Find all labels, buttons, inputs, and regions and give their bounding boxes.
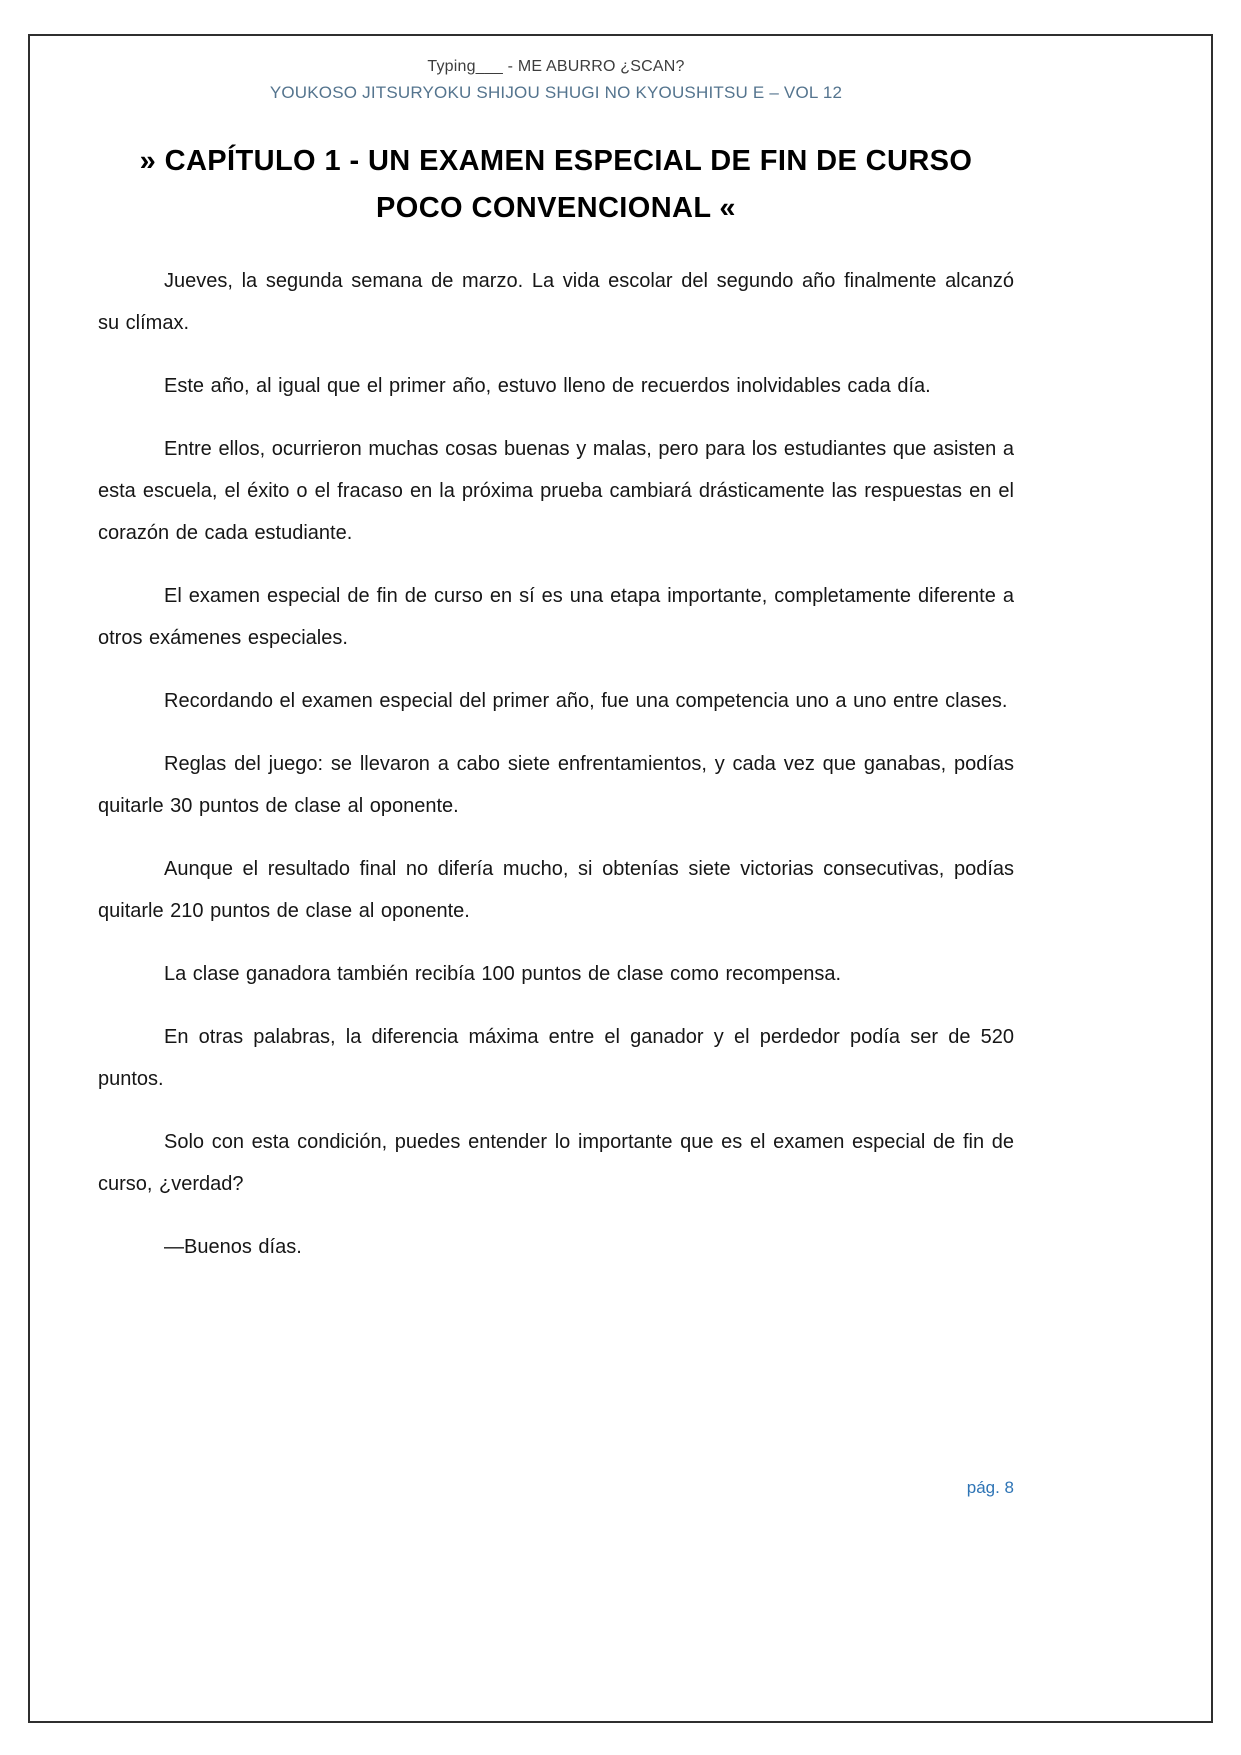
chapter-title-line-1: » CAPÍTULO 1 - UN EXAMEN ESPECIAL DE FIN DE CURSO [139, 145, 973, 177]
chapter-title-line-2: POCO CONVENCIONAL « [376, 192, 736, 224]
paragraph: En otras palabras, la diferencia máxima entre el ganador y el perdedor podía ser de 520 puntos. [98, 1026, 1014, 1090]
paragraph: Jueves, la segunda semana de marzo. La vida escolar del segundo año finalmente alcanzó su clímax. [98, 270, 1014, 334]
paragraph: Recordando el examen especial del primer año, fue una competencia uno a uno entre clases. [164, 690, 1008, 712]
paragraph: Solo con esta condición, puedes entender lo importante que es el examen especial de fin de curso, ¿verdad? [98, 1131, 1014, 1195]
paragraph: Aunque el resultado final no difería mucho, si obtenías siete victorias consecutivas, podías quitarle 210 puntos de clase al oponente. [98, 858, 1014, 922]
paragraph: Reglas del juego: se llevaron a cabo siete enfrentamientos, y cada vez que ganabas, podías quitarle 30 puntos de clase al oponente. [98, 753, 1014, 817]
paragraph: La clase ganadora también recibía 100 puntos de clase como recompensa. [164, 963, 842, 985]
chapter-body [98, 260, 1014, 1268]
paragraph: Entre ellos, ocurrieron muchas cosas buenas y malas, pero para los estudiantes que asisten a esta escuela, el éxito o el fracaso en la próxima prueba cambiará drásticamente las respuestas en el corazón de cada estudiante. [98, 438, 1014, 544]
page-number: pág. 8 [966, 1478, 1014, 1497]
paragraph: El examen especial de fin de curso en sí es una etapa importante, completamente diferente a otros exámenes especiales. [98, 585, 1014, 649]
header-series-volume: YOUKOSO JITSURYOKU SHIJOU SHUGI NO KYOUSHITSU E – VOL 12 [269, 83, 843, 102]
header-scan-credit: Typing___ - ME ABURRO ¿SCAN? [427, 58, 685, 75]
chapter-title [98, 138, 1014, 232]
paragraph: Este año, al igual que el primer año, estuvo lleno de recuerdos inolvidables cada día. [164, 375, 931, 397]
paragraph: —Buenos días. [164, 1236, 302, 1258]
page-header [98, 54, 1014, 106]
page-content [98, 54, 1014, 1289]
